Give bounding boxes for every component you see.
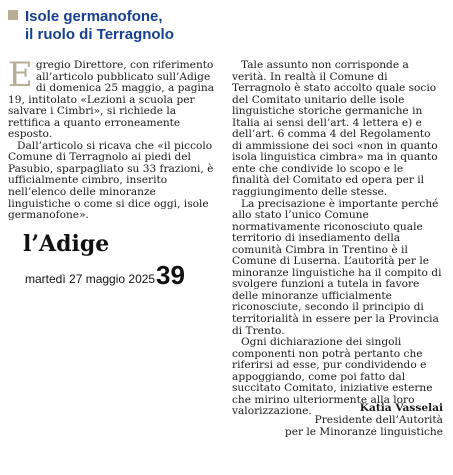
headline-line-1 [8, 8, 163, 25]
column-right [232, 60, 442, 418]
section-square-icon [8, 10, 18, 20]
paragraph-5: Ogni dichiarazione dei singoli componenti non potrà pertanto che riferirsi ad esse, pur condividendo e appoggiando, come poi fatto dal succitato Comitato, iniziative esterne che mirino ulteriormente alla loro valorizzazione. [232, 336, 433, 418]
headline-text-1: Isole germanofone, [25, 8, 163, 25]
paragraph-1-text: gregio Direttore, con riferimento all’articolo pubblicato sull’Adige di domenica 25 maggio, a pagina 19, intitolato «Lezioni a scuola per salvare i Cimbri», si richiede la rettifica a quanto erroneamente esposto. [8, 59, 215, 141]
paragraph-3: Tale assunto non corrisponde a verità. In realtà il Comune di Terragnolo è stato accolto quale socio del Comitato unitario delle isole linguistiche storiche germaniche in Italia ai sensi dell’art. 4 lettera e) e dell’art. 6 comma 4 del Regolamento di ammissione dei soci «non in quanto isola linguistica cimbra» ma in quanto ente che condivide lo scopo e le finalità del Comitato ed opera per il raggiungimento delle stesse. [232, 59, 438, 199]
paragraph-1 [8, 55, 218, 141]
signature-role-1: Presidente dell’Autorità [314, 414, 443, 426]
newspaper-logo: l’Adige [23, 231, 110, 257]
issue-date: martedì 27 maggio 2025 [25, 272, 156, 286]
drop-cap: E [8, 55, 33, 95]
paragraph-4: La precisazione è importante perché allo stato l’unico Comune normativamente riconosciuto quale territorio di insediamento della comunità Cimbra in Trentino è il Comune di Luserna. L’autorità per le minoranze linguistiche ha il compito di svolgere funzioni a tutela in favore delle minoranze ufficialmente riconosciute, secondo il principio di territorialità in essere per la Provincia di Trento. [232, 197, 442, 337]
paragraph-2: Dall’articolo si ricava che «il piccolo Comune di Terragnolo ai piedi del Pasubio, sparpagliato su 33 frazioni, è ufficialmente cimbro, inserito nell’elenco delle minoranze linguistiche o come si dice oggi, isole germanofone». [8, 140, 214, 222]
signature-name: Katia Vasselai [359, 402, 443, 414]
headline-line-2: il ruolo di Terragnolo [25, 26, 174, 43]
article-headline [8, 6, 448, 44]
signature-block [285, 402, 443, 438]
column-left [8, 55, 218, 222]
page-number: 39 [156, 260, 185, 290]
signature-role-2: per le Minoranze linguistiche [284, 426, 443, 438]
